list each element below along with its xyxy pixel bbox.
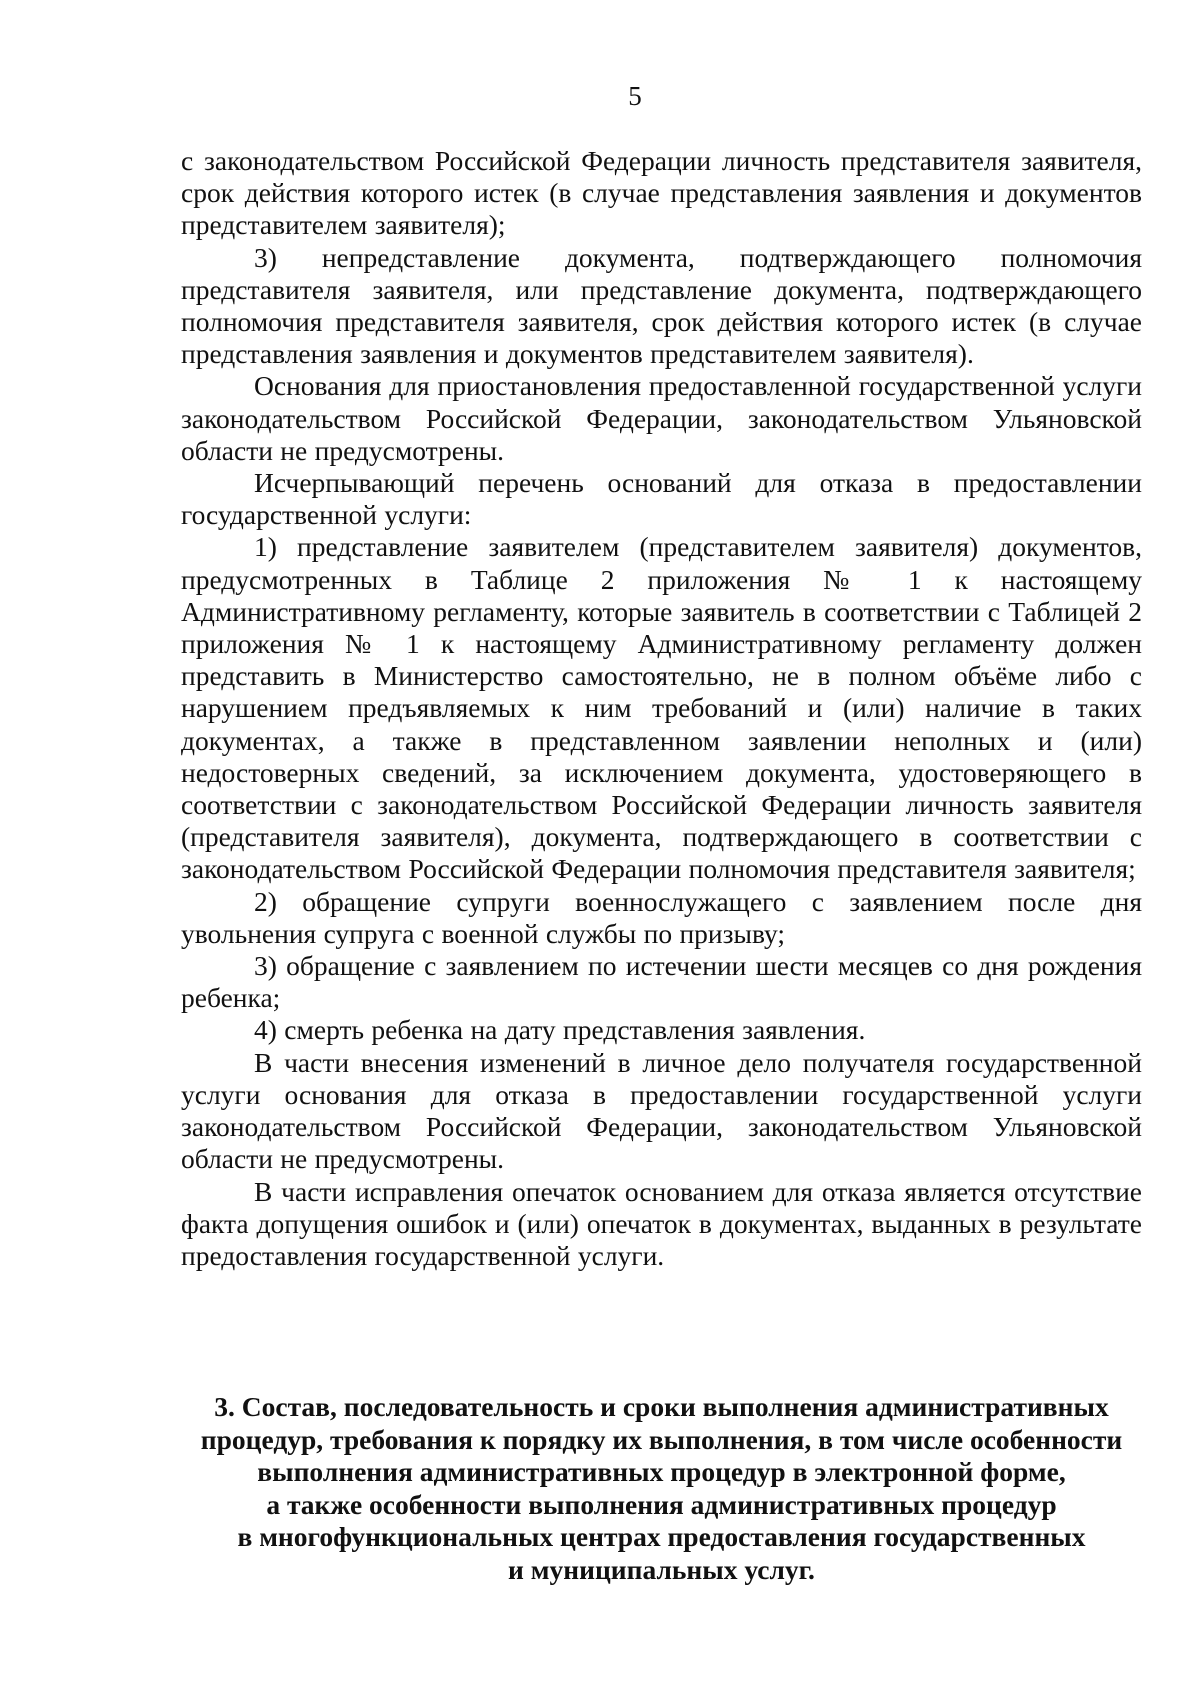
section-heading	[181, 1391, 1142, 1586]
paragraph-continuation: с законодательством Российской Федерации личность представителя заявителя, срок действия которого истек (в случае представления заявления и документов представителем заявителя);	[181, 145, 1142, 241]
paragraph-personal-file-changes: В части внесения изменений в личное дело получателя государственной услуги основания для отказа в предоставлении государственной услуги законодательством Российской Федерации, законодательством Ульяновской области не предусмотрены.	[181, 1046, 1142, 1175]
paragraph-refusal-item-1: 1) представление заявителем (представителем заявителя) документов, предусмотренных в Таблице 2 приложения № 1 к настоящему Административному регламенту, которые заявитель в соответствии с Таблицей 2 приложения № 1 к настоящему Административному регламенту должен представить в Министерство самостоятельно, не в полном объёме либо с нарушением предъявляемых к ним требований и (или) наличие в таких документах, а также в представленном заявлении неполных и (или) недостоверных сведений, за исключением документа, удостоверяющего в соответствии с законодательством Российской Федерации личность заявителя (представителя заявителя), документа, подтверждающего в соответствии с законодательством Российской Федерации полномочия представителя заявителя;	[181, 531, 1142, 885]
paragraph-refusal-item-4: 4) смерть ребенка на дату представления заявления.	[254, 1014, 866, 1046]
heading-line: выполнения административных процедур в электронной форме,	[257, 1456, 1066, 1487]
paragraph-refusal-item-3: 3) обращение с заявлением по истечении шести месяцев со дня рождения ребенка;	[181, 950, 1142, 1014]
paragraph-suspension-grounds: Основания для приостановления предоставленной государственной услуги законодательством Российской Федерации, законодательством Ульяновской области не предусмотрены.	[181, 370, 1142, 466]
paragraph-typo-correction: В части исправления опечаток основанием для отказа является отсутствие факта допущения ошибок и (или) опечаток в документах, выданных в результате предоставления государственной услуги.	[181, 1175, 1142, 1271]
heading-line: а также особенности выполнения административных процедур	[266, 1488, 1057, 1520]
heading-line: процедур, требования к порядку их выполнения, в том числе особенности	[200, 1423, 1123, 1455]
paragraph-item-3-nonsubmission: 3) непредставление документа, подтверждающего полномочия представителя заявителя, или представление документа, подтверждающего полномочия представителя заявителя, срок действия которого истек (в случае представления заявления и документов представителем заявителя).	[181, 241, 1142, 370]
paragraph-refusal-list-intro: Исчерпывающий перечень оснований для отказа в предоставлении государственной услуги:	[181, 467, 1142, 531]
page-number: 5	[628, 81, 642, 111]
heading-line: и муниципальных услуг.	[508, 1553, 815, 1585]
heading-line: в многофункциональных центрах предоставления государственных	[237, 1521, 1086, 1552]
document-body	[181, 145, 1142, 1272]
heading-line: 3. Состав, последовательность и сроки выполнения административных	[214, 1391, 1109, 1422]
paragraph-refusal-item-2: 2) обращение супруги военнослужащего с заявлением после дня увольнения супруга с военной службы по призыву;	[181, 885, 1142, 949]
